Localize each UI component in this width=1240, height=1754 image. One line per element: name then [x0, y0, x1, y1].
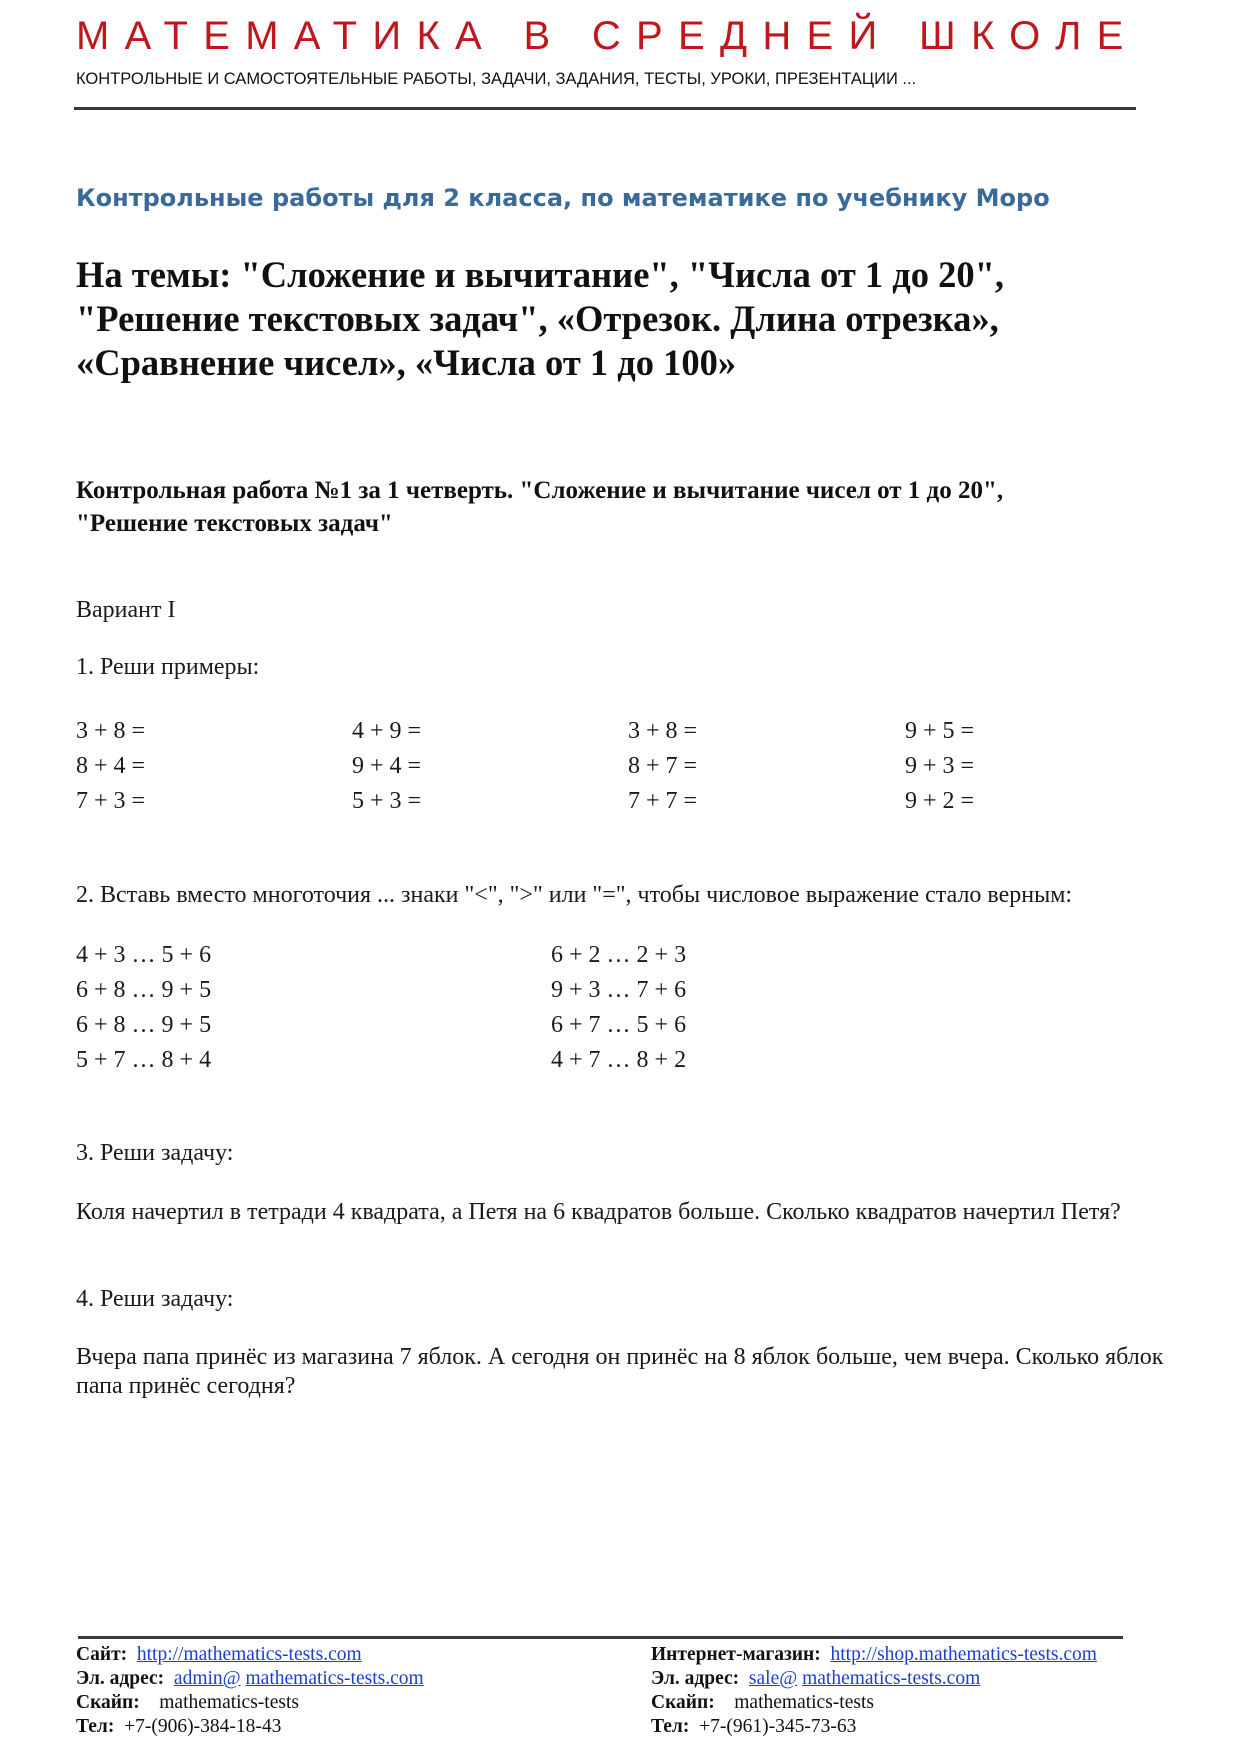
- footer-skype-value: mathematics-tests: [734, 1692, 874, 1713]
- footer-phone-label: Тел:: [76, 1716, 115, 1737]
- variant-label: Вариант I: [76, 597, 176, 623]
- footer-site-row: [76, 1643, 424, 1667]
- footer-phone-row: [76, 1715, 424, 1739]
- task2-expression: 4 + 3 … 5 + 6: [76, 942, 212, 968]
- task4-text: Вчера папа принёс из магазина 7 яблок. А сегодня он принёс на 8 яблок больше, чем вчера. Сколько яблок папа принёс сегодня?: [76, 1344, 1164, 1399]
- footer-skype-row: [76, 1691, 424, 1715]
- footer-shop-label: Интернет-магазин:: [651, 1644, 821, 1665]
- task4-label: 4. Реши задачу:: [76, 1286, 234, 1312]
- topics-line: «Сравнение чисел», «Числа от 1 до 100»: [76, 342, 737, 383]
- footer-skype-row: [651, 1691, 1097, 1715]
- work-title-line: "Решение текстовых задач": [76, 510, 393, 537]
- footer-email-row: [651, 1667, 1097, 1691]
- footer-email-user-link[interactable]: sale@: [748, 1668, 798, 1689]
- task1-expression: 5 + 3 =: [352, 788, 422, 814]
- footer-email-user-link[interactable]: admin@: [173, 1668, 241, 1689]
- document-heading: Контрольные работы для 2 класса, по математике по учебнику Моро: [76, 184, 1050, 212]
- footer-email-label: Эл. адрес:: [76, 1668, 165, 1689]
- task1-label: 1. Реши примеры:: [76, 654, 260, 680]
- footer-skype-label: Скайп:: [76, 1692, 140, 1713]
- site-title: МАТЕМАТИКА В СРЕДНЕЙ ШКОЛЕ: [76, 14, 1139, 58]
- topics-title: [76, 253, 1166, 385]
- task2-expression: 6 + 7 … 5 + 6: [551, 1012, 687, 1038]
- task2-expression: 6 + 2 … 2 + 3: [551, 942, 687, 968]
- task3-label: 3. Реши задачу:: [76, 1140, 234, 1166]
- footer-email-domain-link[interactable]: mathematics-tests.com: [245, 1668, 424, 1689]
- footer-shop-row: [651, 1643, 1097, 1667]
- footer-email-domain-link[interactable]: mathematics-tests.com: [802, 1668, 981, 1689]
- header-divider: [74, 107, 1136, 110]
- footer-left: [76, 1643, 424, 1739]
- site-subtitle: КОНТРОЛЬНЫЕ И САМОСТОЯТЕЛЬНЫЕ РАБОТЫ, ЗАДАЧИ, ЗАДАНИЯ, ТЕСТЫ, УРОКИ, ПРЕЗЕНТАЦИИ ...: [76, 70, 917, 88]
- task1-expression: 7 + 3 =: [76, 788, 146, 814]
- task1-expression: 3 + 8 =: [628, 718, 698, 744]
- task1-expression: 8 + 4 =: [76, 753, 146, 779]
- task1-expression: 9 + 4 =: [352, 753, 422, 779]
- footer-skype-value: mathematics-tests: [159, 1692, 299, 1713]
- footer-phone-value: +7-(906)-384-18-43: [124, 1716, 282, 1737]
- task3-text: Коля начертил в тетради 4 квадрата, а Петя на 6 квадратов больше. Сколько квадратов начертил Петя?: [76, 1199, 1121, 1225]
- task1-expression: 9 + 3 =: [905, 753, 975, 779]
- footer-shop-link[interactable]: http://shop.mathematics-tests.com: [830, 1644, 1097, 1665]
- task2-expression: 4 + 7 … 8 + 2: [551, 1047, 687, 1073]
- topics-line: "Решение текстовых задач", «Отрезок. Длина отрезка»,: [76, 298, 999, 339]
- footer-phone-label: Тел:: [651, 1716, 690, 1737]
- footer-right: [651, 1643, 1097, 1739]
- task1-expression: 3 + 8 =: [76, 718, 146, 744]
- footer-site-link[interactable]: http://mathematics-tests.com: [136, 1644, 362, 1665]
- footer-phone-row: [651, 1715, 1097, 1739]
- task2-label: 2. Вставь вместо многоточия ... знаки "<", ">" или "=", чтобы числовое выражение стало верным:: [76, 882, 1073, 908]
- task1-expression: 9 + 5 =: [905, 718, 975, 744]
- task1-expression: 8 + 7 =: [628, 753, 698, 779]
- footer-phone-value: +7-(961)-345-73-63: [699, 1716, 857, 1737]
- topics-line: На темы: "Сложение и вычитание", "Числа от 1 до 20",: [76, 254, 1004, 295]
- work-title: [76, 474, 1176, 540]
- footer-divider: [78, 1636, 1123, 1639]
- footer-skype-label: Скайп:: [651, 1692, 715, 1713]
- footer-site-label: Сайт:: [76, 1644, 128, 1665]
- task2-expression: 6 + 8 … 9 + 5: [76, 977, 212, 1003]
- task2-expression: 5 + 7 … 8 + 4: [76, 1047, 212, 1073]
- footer-email-label: Эл. адрес:: [651, 1668, 740, 1689]
- task1-expression: 7 + 7 =: [628, 788, 698, 814]
- task1-expression: 9 + 2 =: [905, 788, 975, 814]
- task2-expression: 6 + 8 … 9 + 5: [76, 1012, 212, 1038]
- task2-expression: 9 + 3 … 7 + 6: [551, 977, 687, 1003]
- work-title-line: Контрольная работа №1 за 1 четверть. "Сложение и вычитание чисел от 1 до 20",: [76, 477, 1004, 504]
- task1-expression: 4 + 9 =: [352, 718, 422, 744]
- footer-email-row: [76, 1667, 424, 1691]
